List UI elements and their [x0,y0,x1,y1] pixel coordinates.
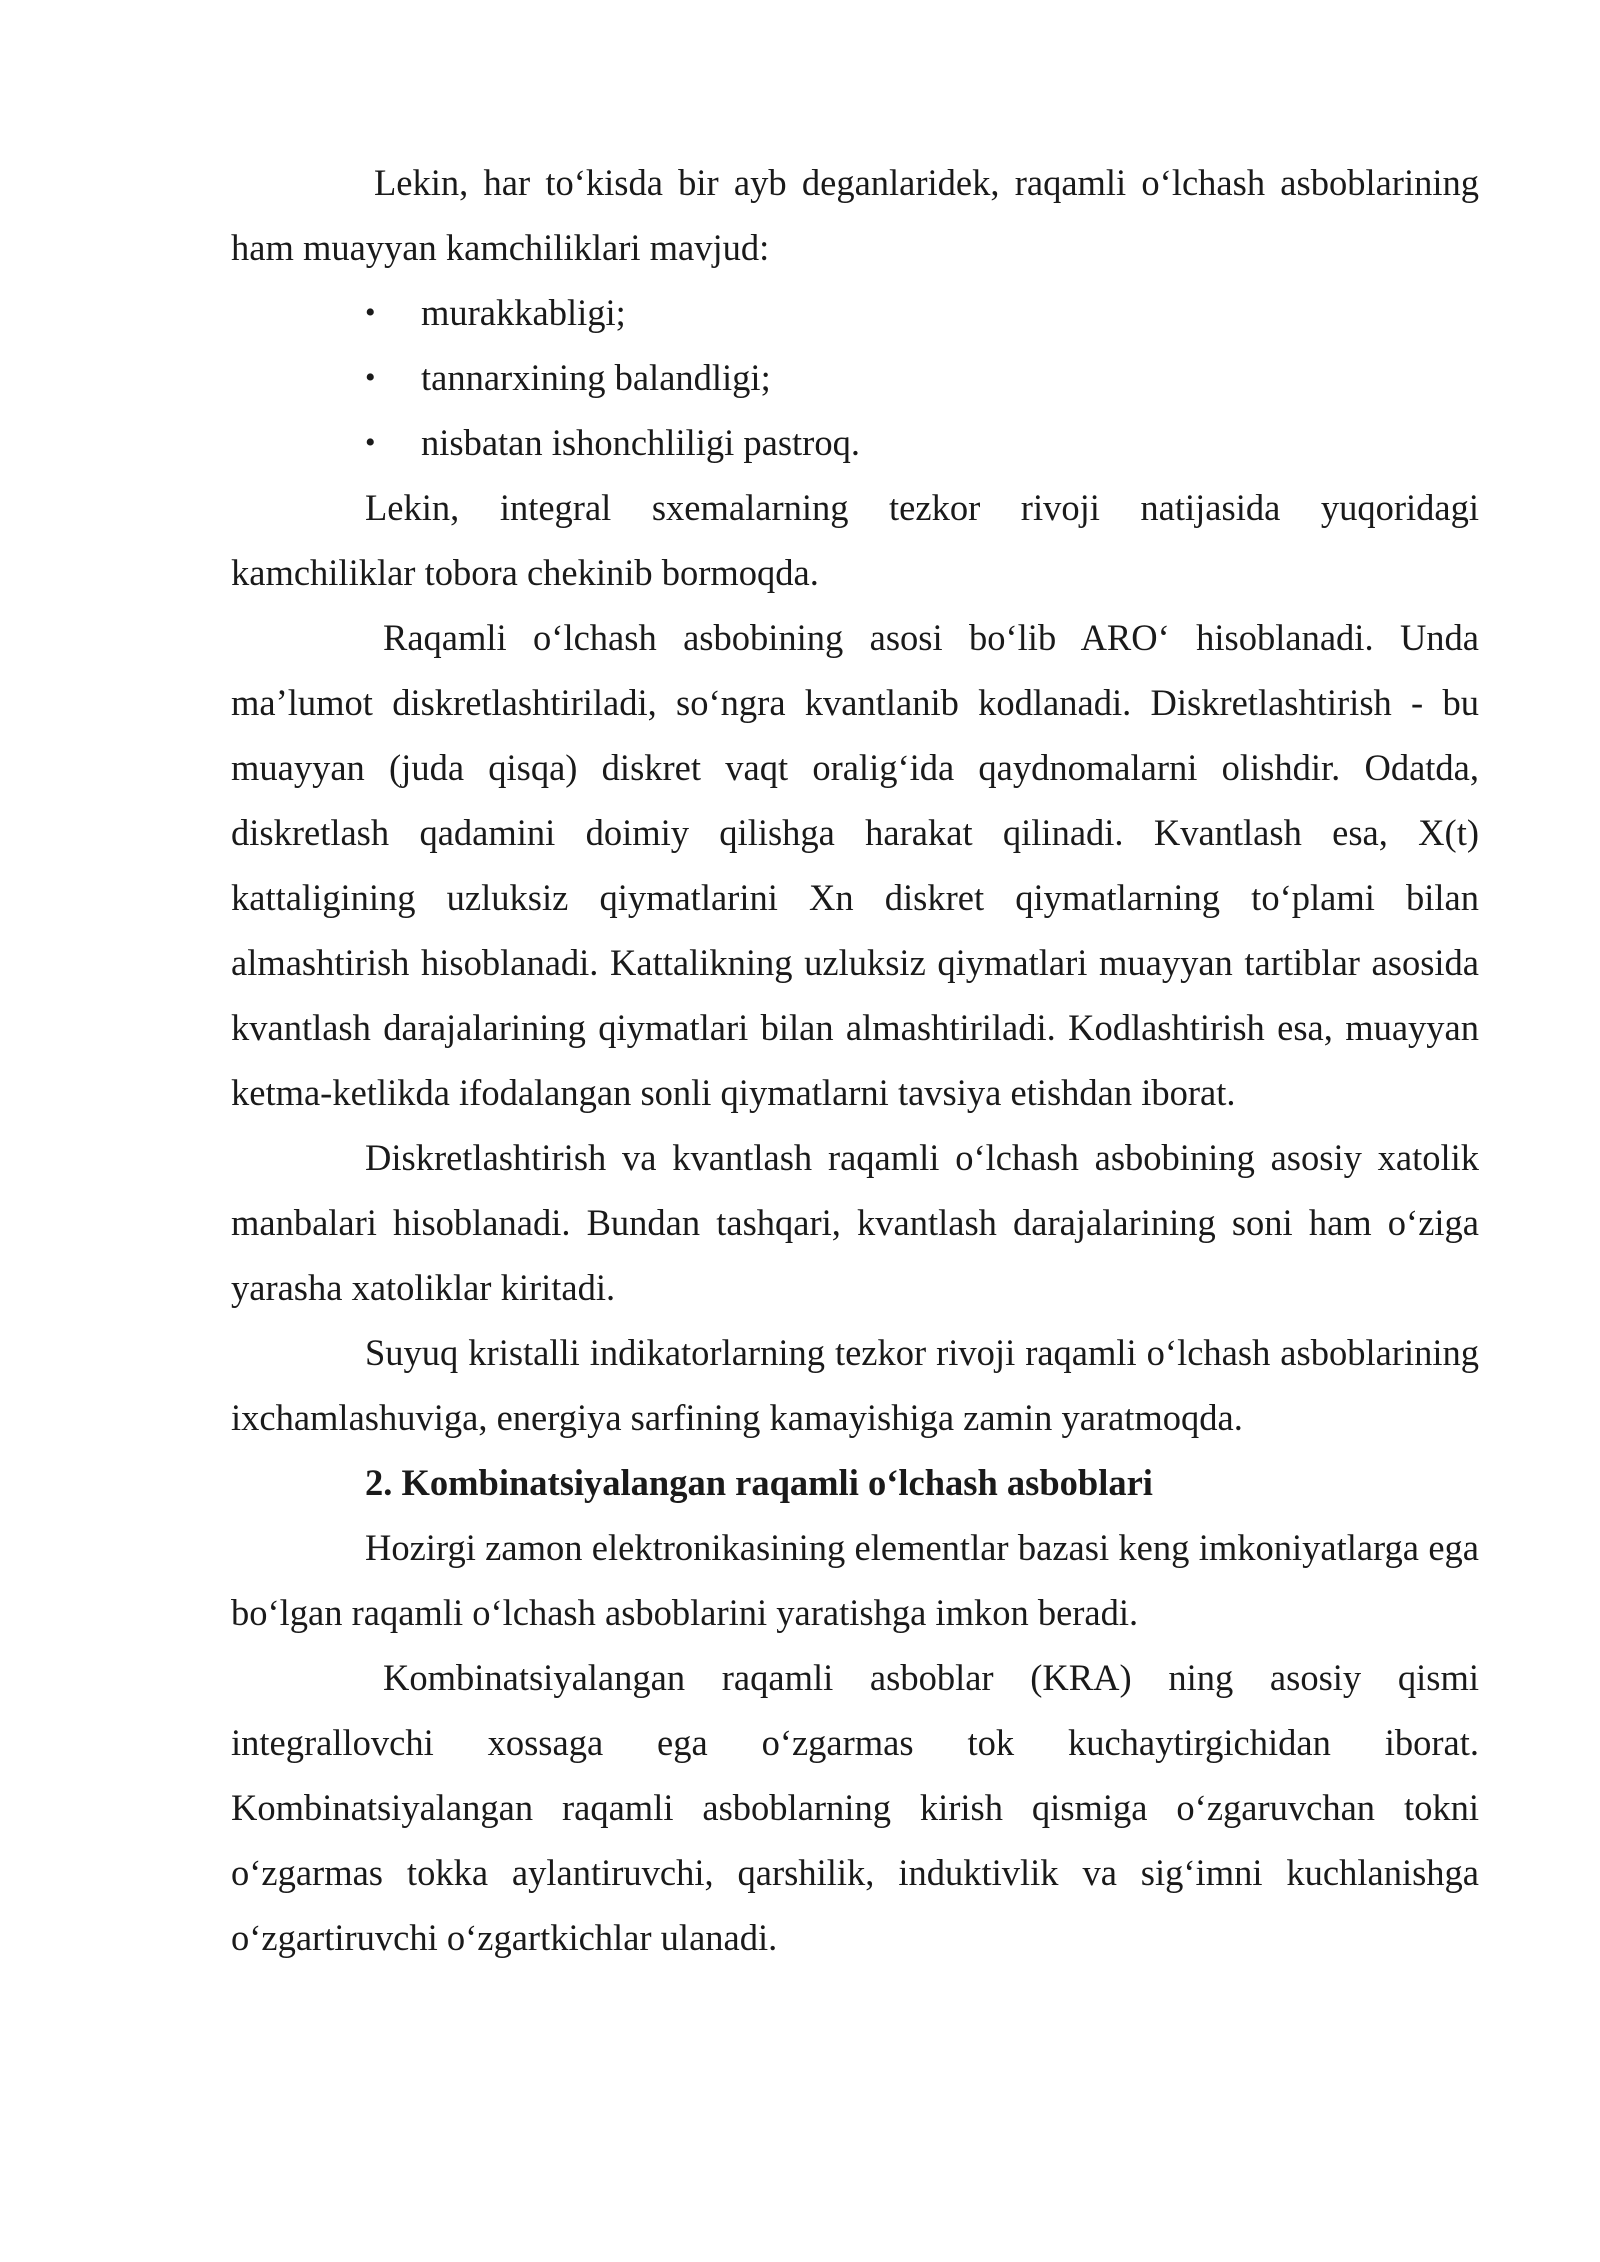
body-paragraph: Lekin, integral sxemalarning tezkor rivoji natijasida yuqoridagi kamchiliklar tobora chekinib bormoqda. [231,487,1479,593]
list-item-text: nisbatan ishonchliligi pastroq. [421,422,860,463]
section-heading: 2. Kombinatsiyalangan raqamli o‘lchash asboblari [365,1462,1153,1503]
document-page [231,150,1479,1970]
list-item [231,410,1479,475]
body-paragraph: Raqamli o‘lchash asbobining asosi bo‘lib ARO‘ hisoblanadi. Unda ma’lumot diskretlashtiriladi, so‘ngra kvantlanib kodlanadi. Diskretlashtirish - bu muayyan (juda qisqa) diskret vaqt oralig‘ida qaydnomalarni olishdir. Odatda, diskretlash qadamini doimiy qilishga harakat qilinadi. Kvantlash esa, X(t) kattaligining uzluksiz qiymatlarini Xn diskret qiymatlarning to‘plami bilan almashtirish hisoblanadi. Kattalikning uzluksiz qiymatlari muayyan tartiblar asosida kvantlash darajalarining qiymatlari bilan almashtiriladi. Kodlashtirish esa, muayyan ketma-ketlikda ifodalangan sonli qiymatlarni tavsiya etishdan iborat. [231,617,1479,1113]
bullet-icon: • [365,426,376,459]
body-paragraph: Diskretlashtirish va kvantlash raqamli o‘lchash asbobining asosiy xatolik manbalari hisoblanadi. Bundan tashqari, kvantlash darajalarining soni ham o‘ziga yarasha xatoliklar kiritadi. [231,1137,1479,1308]
list-item [231,280,1479,345]
list-item-text: tannarxining balandligi; [421,357,771,398]
list-item [231,345,1479,410]
section-paragraph: Kombinatsiyalangan raqamli asboblar (KRA) ning asosiy qismi integrallovchi xossaga ega o‘zgarmas tok kuchaytirgichidan iborat. Kombinatsiyalangan raqamli asboblarning kirish qismiga o‘zgaruvchan tokni o‘zgarmas tokka aylantiruvchi, qarshilik, induktivlik va sig‘imni kuchlanishga o‘zgartiruvchi o‘zgartkichlar ulanadi. [231,1657,1479,1958]
list-item-text: murakkabligi; [421,292,626,333]
body-paragraph: Suyuq kristalli indikatorlarning tezkor rivoji raqamli o‘lchash asboblarining ixchamlashuviga, energiya sarfining kamayishiga zamin yaratmoqda. [231,1332,1479,1438]
bullet-icon: • [365,296,376,329]
drawbacks-list [231,280,1479,475]
section-paragraph: Hozirgi zamon elektronikasining elementlar bazasi keng imkoniyatlarga ega bo‘lgan raqamli o‘lchash asboblarini yaratishga imkon beradi. [231,1527,1479,1633]
bullet-icon: • [365,361,376,394]
intro-paragraph: Lekin, har to‘kisda bir ayb deganlaridek, raqamli o‘lchash asboblarining ham muayyan kamchiliklari mavjud: [231,162,1479,268]
